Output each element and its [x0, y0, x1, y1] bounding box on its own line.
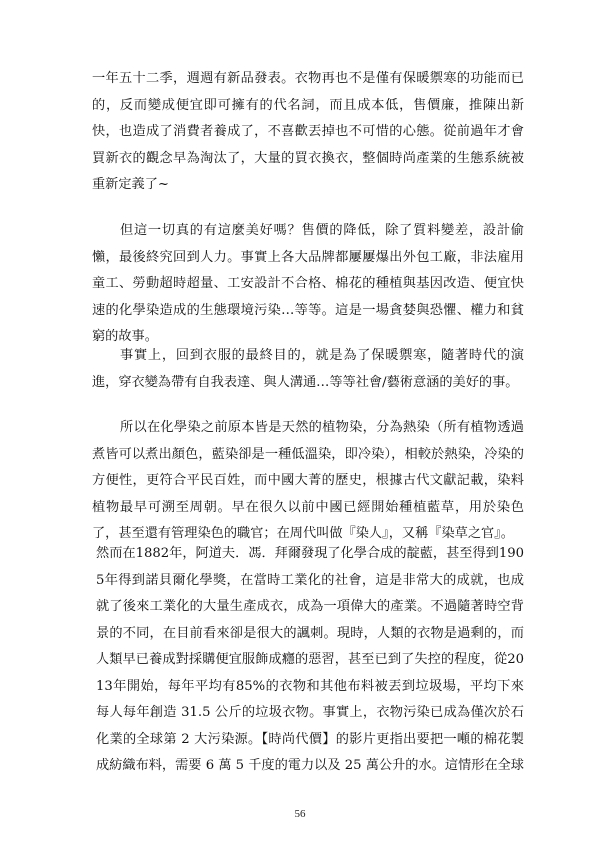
paragraph-4: 所以在化學染之前原本皆是天然的植物染，分為熱染（所有植物透過煮皆可以煮出顏色，藍染卻是一種低溫染，即冷染），相較於熱染，冷染的方便性，更符合平民百姓，而中國大菁的歷史，根據古代文獻記載，染料植物最早可溯至周朝。早在很久以前中國已經開始種植藍草，用於染色了，甚至還有管理染色的職官；在周代叫做『染人』，又稱『染草之官』。 — [92, 420, 524, 541]
paragraph-3: 事實上，回到衣服的最終目的，就是為了保暖禦寒，隨著時代的演進，穿衣變為帶有自我表達、與人溝通…等等社會/藝術意涵的美好的事。 — [92, 348, 524, 390]
paragraph-1: 一年五十二季，週週有新品發表。衣物再也不是僅有保暖禦寒的功能而已的，反而變成便宜即可擁有的代名詞，而且成本低，售價廉，推陳出新快，也造成了消費者養成了，不喜歡丟掉也不可惜的心態。從前過年才會買新衣的觀念早為淘汰了，大量的買衣換衣，整個時尚產業的生態系統被重新定義了~ — [92, 71, 524, 192]
paragraph-5: 然而在1882年，阿道夫．馮．拜爾發現了化學合成的靛藍，甚至得到1905年得到諾貝爾化學獎，在當時工業化的社會，這是非常大的成就，也成就了後來工業化的大量生產成衣，成為一項偉大的產業。不過隨著時空背景的不同，在目前看來卻是很大的諷刺。現時，人類的衣物是過剩的，而人類早已養成對採購便宜服飾成癮的惡習，甚至已到了失控的程度，從2013年開始，每年平均有85%的衣物和其他布料被丟到垃圾場，平均下來每人每年創造 31.5 公斤的垃圾衣物。事實上，衣物污染已成為僅次於石化業的全球第 2 大污染源。【時尚代價】的影片更指出要把一噸的棉花製成紡織布料，需要 6 萬 5 千度的電力以及 25 萬公升的水。這情形在全球 — [96, 546, 524, 773]
paragraph-2: 但這一切真的有這麼美好嗎？售價的降低，除了質料變差，設計偷懶，最後終究回到人力。事實上各大品牌都屢屢爆出外包工廠，非法雇用童工、勞動超時超量、工安設計不合格、棉花的種植與基因改造、便宜快速的化學染造成的生態環境污染…等等。這是一場貪婪與恐懼、權力和貧窮的故事。 — [92, 223, 524, 344]
page-number: 56 — [294, 808, 306, 820]
